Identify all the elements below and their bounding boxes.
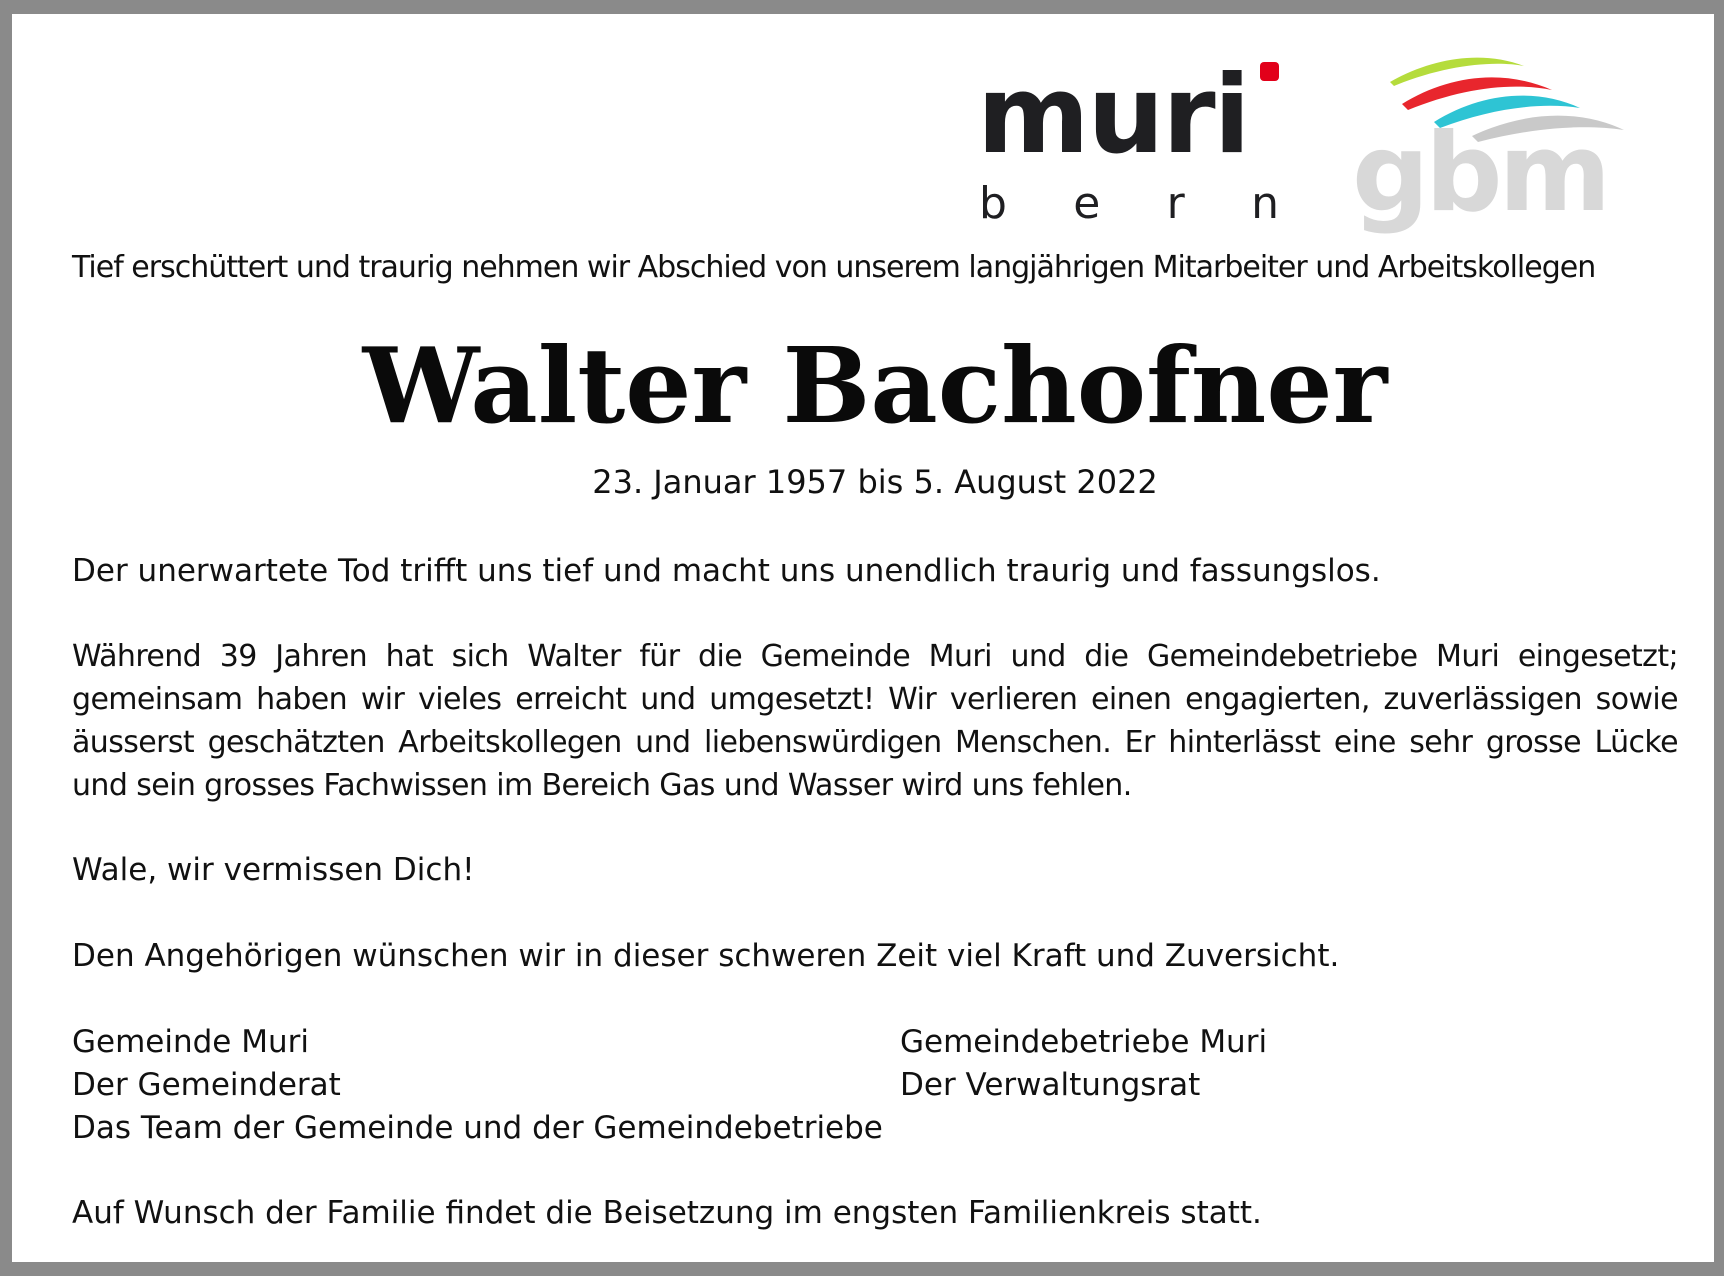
obituary-sheet xyxy=(12,14,1714,1262)
deceased-name: Walter Bachofner xyxy=(362,324,1388,447)
gbm-logo-word: gbm xyxy=(1352,111,1608,236)
muri-logo-letter: b xyxy=(979,178,1007,229)
muri-logo-word: muri xyxy=(977,53,1249,178)
muri-logo-letter: n xyxy=(1251,178,1279,229)
signature-line: Der Gemeinderat xyxy=(72,1067,341,1103)
signature-block-left xyxy=(72,1021,883,1150)
paragraph-tribute: Während 39 Jahren hat sich Walter für die Gemeinde Muri und die Gemeindebetriebe Muri eingesetzt; gemeinsam haben wir vieles erreicht und umgesetzt! Wir verlieren einen engagierten, zuverlässigen sowie äusserst geschätzten Arbeitskollegen und liebenswürdigen Menschen. Er hinterlässt eine sehr grosse Lücke und sein grosses Fachwissen im Bereich Gas und Wasser wird uns fehlen. xyxy=(72,639,1678,803)
intro-text: Tief erschüttert und traurig nehmen wir Abschied von unserem langjährigen Mitarbeiter und Arbeitskollegen xyxy=(72,250,1596,285)
paragraph-condolence: Der unerwartete Tod trifft uns tief und macht uns unendlich traurig und fassungslos. xyxy=(72,553,1381,589)
paragraph-wishes: Den Angehörigen wünschen wir in dieser schweren Zeit viel Kraft und Zuversicht. xyxy=(72,938,1340,974)
signature-block-right xyxy=(900,1021,1267,1107)
paragraph-burial-note: Auf Wunsch der Familie findet die Beisetzung im engsten Familienkreis statt. xyxy=(72,1195,1262,1231)
life-dates: 23. Januar 1957 bis 5. August 2022 xyxy=(592,463,1158,501)
signature-line: Gemeindebetriebe Muri xyxy=(900,1024,1268,1060)
paragraph-farewell: Wale, wir vermissen Dich! xyxy=(72,852,475,888)
muri-bern-logo xyxy=(977,53,1297,232)
gbm-logo xyxy=(1342,48,1642,238)
signature-line: Der Verwaltungsrat xyxy=(900,1067,1201,1103)
muri-logo-red-dot xyxy=(1260,62,1279,81)
muri-logo-subtitle xyxy=(979,178,1279,229)
signature-line: Das Team der Gemeinde und der Gemeindebetriebe xyxy=(72,1110,883,1146)
signature-line: Gemeinde Muri xyxy=(72,1024,309,1060)
muri-logo-letter: r xyxy=(1166,178,1185,229)
muri-logo-letter: e xyxy=(1073,178,1101,229)
